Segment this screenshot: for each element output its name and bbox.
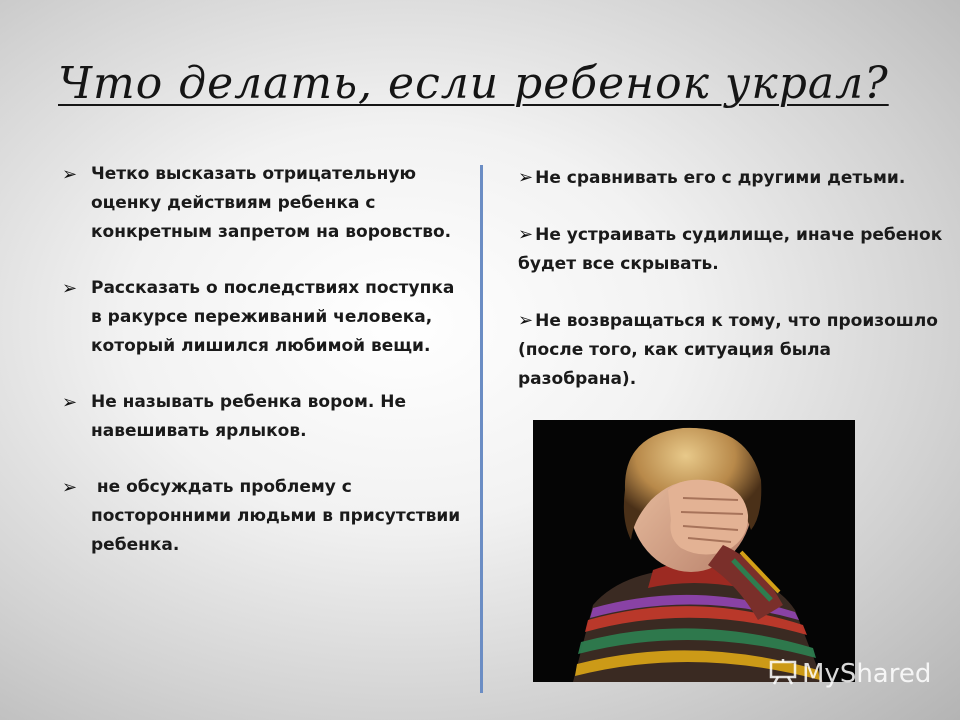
arrow-bullet-icon: ➢ bbox=[518, 167, 534, 188]
left-bullet-list bbox=[62, 160, 467, 587]
slide-title: Что делать, если ребенок украл? bbox=[58, 58, 889, 109]
list-item bbox=[62, 388, 462, 446]
list-item bbox=[518, 306, 948, 394]
list-item-text: Не называть ребенка вором. Не навешивать ярлыков. bbox=[91, 392, 406, 441]
watermark bbox=[768, 656, 931, 693]
presentation-board-icon bbox=[768, 656, 798, 693]
list-item-text: Не сравнивать его с другими детьми. bbox=[535, 168, 906, 188]
list-item bbox=[62, 473, 467, 560]
arrow-bullet-icon: ➢ bbox=[62, 164, 78, 185]
list-item bbox=[518, 220, 948, 279]
arrow-bullet-icon: ➢ bbox=[62, 278, 78, 299]
list-item-text: Четко высказать отрицательную оценку действиям ребенка с конкретным запретом на воровство. bbox=[91, 164, 452, 242]
list-item bbox=[62, 274, 462, 361]
list-item-text: Рассказать о последствиях поступка в ракурсе переживаний человека, который лишился любимой вещи. bbox=[91, 278, 455, 356]
right-bullet-list bbox=[518, 163, 948, 421]
arrow-bullet-icon: ➢ bbox=[62, 477, 78, 498]
child-covering-face-photo bbox=[533, 420, 855, 682]
list-item bbox=[518, 163, 948, 193]
photo-illustration bbox=[533, 420, 855, 682]
list-item-text: Не возвращаться к тому, что произошло (после того, как ситуация была разобрана). bbox=[518, 311, 938, 389]
arrow-bullet-icon: ➢ bbox=[518, 310, 534, 331]
arrow-bullet-icon: ➢ bbox=[518, 224, 534, 245]
list-item-text: Не устраивать судилище, иначе ребенок будет все скрывать. bbox=[518, 225, 943, 274]
column-divider bbox=[480, 165, 483, 693]
watermark-text: MyShared bbox=[802, 659, 932, 689]
list-item bbox=[62, 160, 462, 247]
arrow-bullet-icon: ➢ bbox=[62, 392, 78, 413]
list-item-text: не обсуждать проблему с посторонними людьми в присутствии ребенка. bbox=[91, 477, 467, 555]
